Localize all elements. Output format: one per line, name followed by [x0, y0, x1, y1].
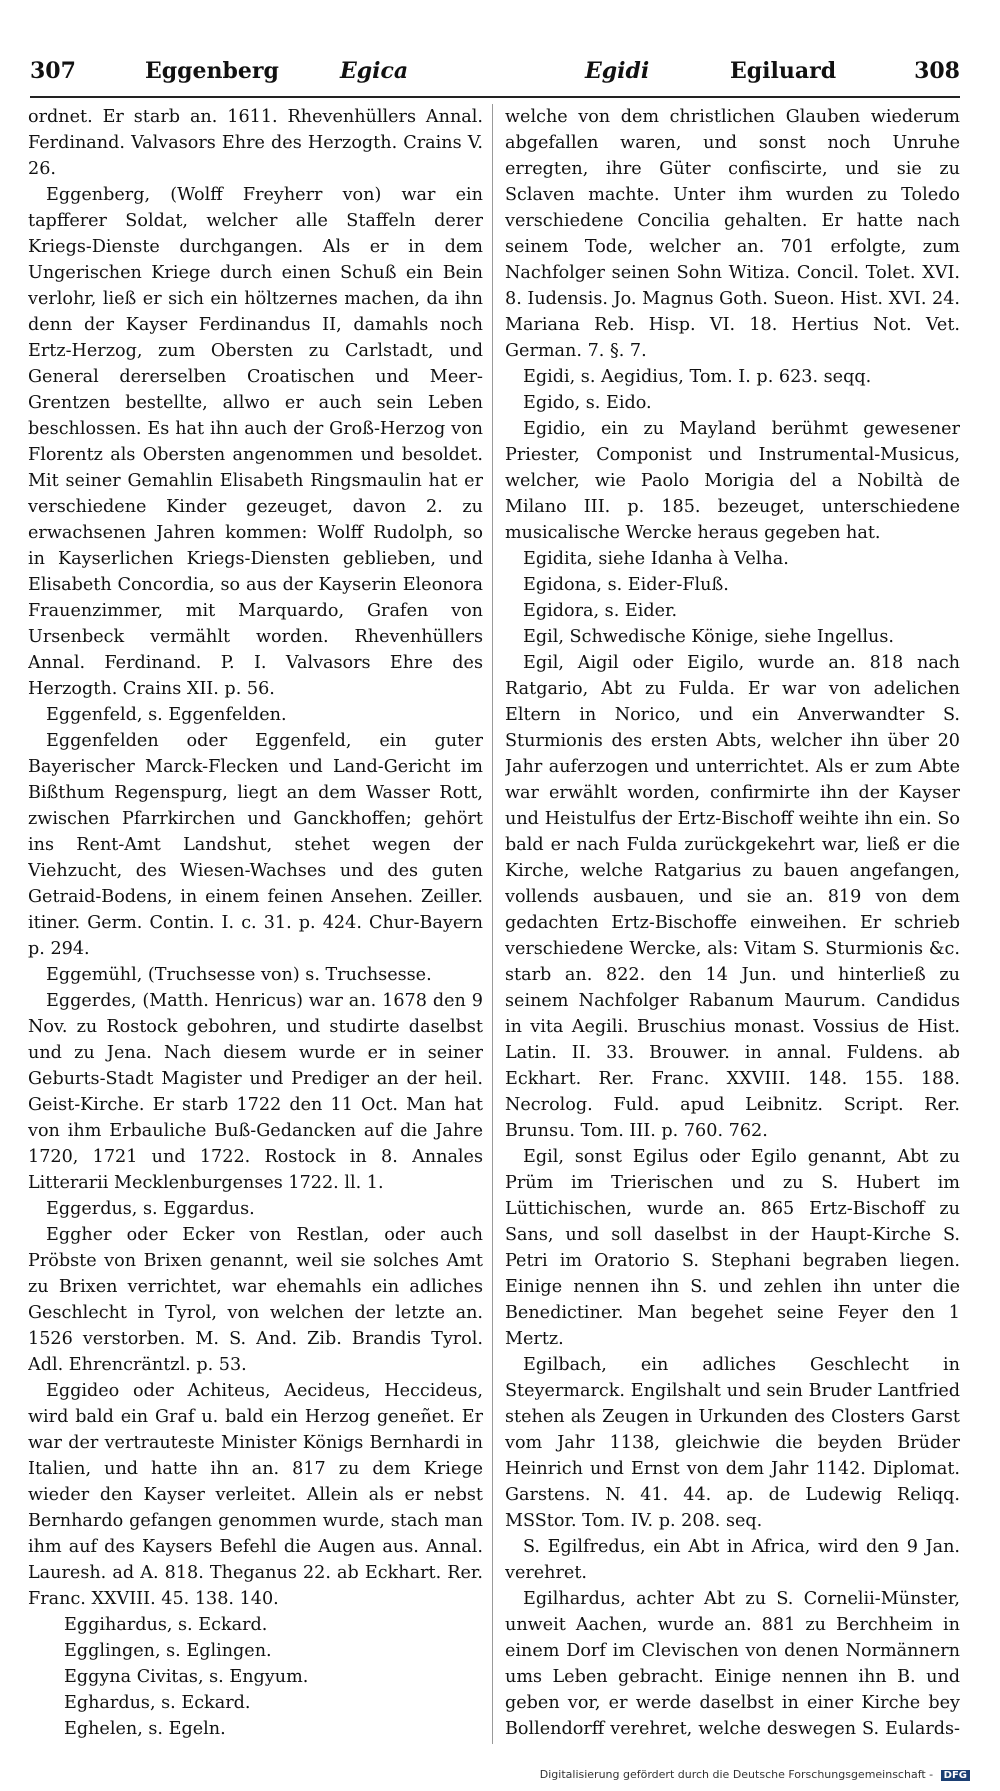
page-number-left: 307	[30, 58, 76, 84]
left-column-entry: Eggerdus, s. Eggardus.	[46, 1199, 255, 1219]
left-column-entry: Eggihardus, s. Eckard.	[64, 1615, 268, 1635]
header-rule	[30, 96, 960, 98]
left-column-entry: Egglingen, s. Eglingen.	[64, 1641, 272, 1661]
right-column-entry: Egilhardus, achter Abt zu S. Cornelii-Münster, unweit Aachen, wurde an. 881 zu Berchheim in einem Dorf im Clevischen von denen Normännern ums Leben gebracht. Einige nennen ihn B. und geben vor, er werde daselbst in einer Kirche bey Bollendorff verehret, welche deswegen S. Eulards-	[505, 1589, 960, 1739]
left-column-entry: Eggerdes, (Matth. Henricus) war an. 1678 den 9 Nov. zu Rostock gebohren, und studirte daselbst und zu Jena. Nach diesem wurde er in seiner Geburts-Stadt Magister und Prediger an der heil. Geist-Kirche. Er starb 1722 den 11 Oct. Man hat von ihm Erbauliche Buß-Gedancken auf die Jahre 1720, 1721 und 1722. Rostock in 8. Annales Litterarii Mecklenburgenses 1722. ll. 1.	[28, 991, 483, 1193]
right-column-entry: welche von dem christlichen Glauben wiederum abgefallen waren, und sonst noch Unruhe erregten, ihre Güter confiscirte, und sie zu Sclaven machte. Unter ihm wurden zu Toledo verschiedene Concilia gehalten. Er hatte nach seinem Tode, welcher an. 701 erfolgte, zum Nachfolger seinen Sohn Witiza. Concil. Tolet. XVI. 8. Iudensis. Jo. Magnus Goth. Sueon. Hist. XVI. 24. Mariana Reb. Hisp. VI. 18. Hertius Not. Vet. German. 7. §. 7.	[505, 107, 960, 361]
left-column-entry: Eggenfelden oder Eggenfeld, ein guter Bayerischer Marck-Flecken und Land-Gericht im Bißthum Regenspurg, liegt an dem Wasser Rott, zwischen Pfarrkirchen und Ganckhoffen; gehört ins Rent-Amt Landshut, stehet wegen der Viehzucht, des Wiesen-Wachses und des guten Getraid-Bodens, in einem feinen Ansehen. Zeiller. itiner. Germ. Contin. I. c. 31. p. 424. Chur-Bayern p. 294.	[28, 731, 483, 959]
catchword-right-2: Egiluard	[730, 58, 837, 84]
right-column	[505, 104, 960, 1744]
right-column-entry: Egido, s. Eido.	[523, 393, 652, 413]
right-column-entry: Egidi, s. Aegidius, Tom. I. p. 623. seqq.	[523, 367, 872, 387]
left-column-entry: Eghardus, s. Eckard.	[64, 1693, 251, 1713]
running-header	[30, 58, 960, 88]
catchword-left-1: Eggenberg	[145, 58, 279, 84]
catchword-right-1: Egidi	[585, 58, 650, 84]
column-divider	[492, 104, 493, 1744]
right-column-entry: Egidora, s. Eider.	[523, 601, 678, 621]
right-column-entry: Egilbach, ein adliches Geschlecht in Steyermarck. Engilshalt und sein Bruder Lantfried stehen als Zeugen in Urkunden des Closters Garst vom Jahr 1138, gleichwie die beyden Brüder Heinrich und Ernst von dem Jahr 1142. Diplomat. Garstens. N. 41. 44. ap. de Ludewig Reliqq. MSStor. Tom. IV. p. 208. seq.	[505, 1355, 960, 1531]
left-column-entry: ordnet. Er starb an. 1611. Rhevenhüllers Annal. Ferdinand. Valvasors Ehre des Herzogth. Crains V. 26.	[28, 107, 483, 179]
left-column-entry: Eggenberg, (Wolff Freyherr von) war ein tapfferer Soldat, welcher alle Staffeln derer Kriegs-Dienste durchgangen. Als er in dem Ungerischen Kriege durch einen Schuß ein Bein verlohr, ließ er sich ein höltzernes machen, da ihn denn der Kayser Ferdinandus II, damahls noch Ertz-Herzog, zum Obersten zu Carlstadt, und General dererselben Croatischen und Meer-Grentzen bestellte, allwo er auch sein Leben beschlossen. Es hat ihn auch der Groß-Herzog von Florentz als Obersten angenommen und besoldet. Mit seiner Gemahlin Elisabeth Ringsmaulin hat er verschiedene Kinder gezeuget, davon 2. zu erwachsenen Jahren kommen: Wolff Rudolph, so in Kayserlichen Kriegs-Diensten geblieben, und Elisabeth Concordia, so aus der Kayserin Eleonora Frauenzimmer, mit Marquardo, Grafen von Ursenbeck vermählt worden. Rhevenhüllers Annal. Ferdinand. P. I. Valvasors Ehre des Herzogth. Crains XII. p. 56.	[28, 185, 483, 699]
right-column-entry: Egil, Schwedische Könige, siehe Ingellus.	[523, 627, 895, 647]
left-column-entry: Eggenfeld, s. Eggenfelden.	[46, 705, 287, 725]
page-number-right: 308	[914, 58, 960, 84]
right-column-entry: Egidona, s. Eider-Fluß.	[523, 575, 729, 595]
left-column-entry: Eghelen, s. Egeln.	[64, 1719, 226, 1739]
right-column-entry: Egil, sonst Egilus oder Egilo genannt, Abt zu Prüm im Trierischen und zu S. Hubert im Lüttichischen, wurde an. 865 Ertz-Bischoff zu Sans, und soll daselbst in der Haupt-Kirche S. Petri im Oratorio S. Stephani begraben liegen. Einige nennen ihn S. und zehlen ihn unter die Benedictiner. Man begehet seine Feyer den 1 Mertz.	[505, 1147, 960, 1349]
left-column-entry	[28, 1742, 483, 1744]
left-column-entry: Eggher oder Ecker von Restlan, oder auch Pröbste von Brixen genannt, weil sie solches Amt zu Brixen verrichtet, war ehemahls ein adliches Geschlecht in Tyrol, von welchen der letzte an. 1526 verstorben. M. S. And. Zib. Brandis Tyrol. Adl. Ehrencräntzl. p. 53.	[28, 1225, 483, 1375]
left-column-entry: Eggemühl, (Truchsesse von) s. Truchsesse.	[46, 965, 432, 985]
credit-text: Digitalisierung gefördert durch die Deutsche Forschungsgemeinschaft -	[539, 1768, 934, 1781]
right-column-entry: Egil, Aigil oder Eigilo, wurde an. 818 nach Ratgario, Abt zu Fulda. Er war von adelichen Eltern in Norico, und ein Anverwandter S. Sturmionis des ersten Abts, welcher ihn über 20 Jahr auferzogen und unterrichtet. Als er zum Abte war erwählt worden, confirmirte ihn der Kayser und Heistulfus der Ertz-Bischoff weihte ihn ein. So bald er nach Fulda zurückgekehrt war, ließ er die Kirche, welche Ratgarius zu bauen angefangen, vollends ausbauen, und sie an. 819 von dem gedachten Ertz-Bischoffe einweihen. Er schrieb verschiedene Wercke, als: Vitam S. Sturmionis &c. starb an. 822. den 14 Jun. und hinterließ zu seinem Nachfolger Rabanum Maurum. Candidus in vita Aegili. Bruschius monast. Vossius de Hist. Latin. II. 33. Brouwer. in annal. Fuldens. ab Eckhart. Rer. Franc. XXVIII. 148. 155. 188. Necrolog. Fuld. apud Leibnitz. Script. Rer. Brunsu. Tom. III. p. 760. 762.	[505, 653, 960, 1141]
left-column-entry: Eggyna Civitas, s. Engyum.	[64, 1667, 309, 1687]
left-column	[28, 104, 483, 1744]
right-column-entry: Egidita, siehe Idanha à Velha.	[523, 549, 789, 569]
catchword-left-2: Egica	[340, 58, 409, 84]
left-column-entry: Eggideo oder Achiteus, Aecideus, Heccideus, wird bald ein Graf u. bald ein Herzog geneñet. Er war der vertrauteste Minister Königs Bernhardi in Italien, und hatte ihn an. 817 zu dem Kriege wieder den Kayser verleitet. Allein als er nebst Bernhardo gefangen genommen wurde, stach man ihm auf des Kaysers Befehl die Augen aus. Annal. Lauresh. ad A. 818. Theganus 22. ab Eckhart. Rer. Franc. XXVIII. 45. 138. 140.	[28, 1381, 483, 1609]
dfg-logo: DFG	[941, 1770, 970, 1781]
digitization-credit	[540, 1768, 970, 1781]
right-column-entry: Egidio, ein zu Mayland berühmt gewesener Priester, Componist und Instrumental-Musicus, welcher, wie Paolo Morigia del a Nobiltà de Milano III. p. 185. bezeuget, unterschiedene musicalische Wercke heraus gegeben hat.	[505, 419, 960, 543]
right-column-entry: S. Egilfredus, ein Abt in Africa, wird den 9 Jan. verehret.	[505, 1537, 960, 1583]
